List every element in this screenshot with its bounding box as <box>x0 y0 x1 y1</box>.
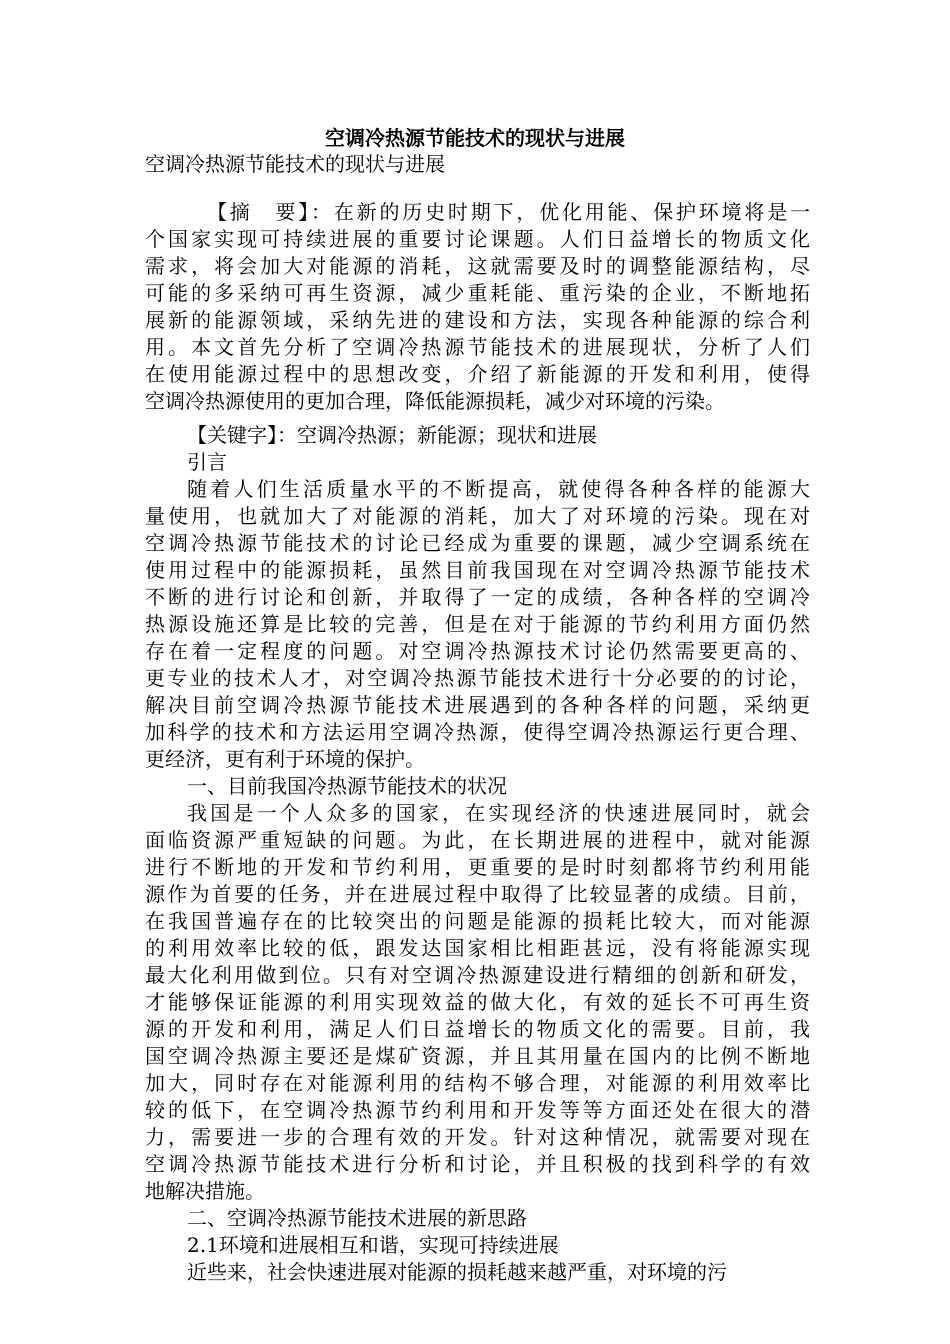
keywords-line: 【关键字】：空调冷热源；新能源；现状和进展 <box>187 423 597 447</box>
intro-line: 更专业的技术人才，对空调冷热源节能技术进行十分必要的的讨论， <box>145 666 810 690</box>
body-text <box>145 422 810 1286</box>
intro-line: 更经济，更有利于环境的保护。 <box>145 747 425 771</box>
abstract-line: 在使用能源过程中的思想改变，介绍了新能源的开发和利用，使得 <box>145 362 810 386</box>
intro-line: 热源设施还算是比较的完善，但是在对于能源的节约利用方面仍然 <box>145 612 810 636</box>
section1-line: 进行不断地的开发和节约利用，更重要的是时时刻都将节约利用能 <box>145 855 810 879</box>
intro-line: 空调冷热源节能技术的讨论已经成为重要的课题，减少空调系统在 <box>145 531 810 555</box>
section1-line: 才能够保证能源的利用实现效益的做大化，有效的延长不可再生资 <box>145 990 810 1014</box>
intro-line: 解决目前空调冷热源节能技术进展遇到的各种各样的问题，采纳更 <box>145 693 810 717</box>
section1-line: 面临资源严重短缺的问题。为此，在长期进展的进程中，就对能源 <box>145 828 810 852</box>
abstract-line: 用。本文首先分析了空调冷热源节能技术的进展现状，分析了人们 <box>145 335 810 359</box>
section1-line: 空调冷热源节能技术进行分析和讨论，并且积极的找到科学的有效 <box>145 1152 810 1176</box>
abstract-line: 可能的多采纳可再生资源，减少重耗能、重污染的企业，不断地拓 <box>145 281 810 305</box>
section1-line: 地解决措施。 <box>145 1179 265 1203</box>
section1-line: 在我国普遍存在的比较突出的问题是能源的损耗比较大，而对能源 <box>145 909 810 933</box>
abstract-line: 个国家实现可持续进展的重要讨论课题。人们日益增长的物质文化 <box>145 227 810 251</box>
intro-line: 加科学的技术和方法运用空调冷热源，使得空调冷热源运行更合理、 <box>145 720 810 744</box>
section1-line: 较的低下，在空调冷热源节约利用和开发等等方面还处在很大的潜 <box>145 1098 810 1122</box>
intro-line: 量使用，也就加大了对能源的消耗，加大了对环境的污染。现在对 <box>145 504 810 528</box>
section1-line: 源的开发和利用，满足人们日益增长的物质文化的需要。目前，我 <box>145 1017 810 1041</box>
section1-line: 加大，同时存在对能源利用的结构不够合理，对能源的利用效率比 <box>145 1071 810 1095</box>
intro-line: 使用过程中的能源损耗，虽然目前我国现在对空调冷热源节能技术 <box>145 558 810 582</box>
abstract-paragraph <box>145 199 810 415</box>
section1-line: 源作为首要的任务，并在进展过程中取得了比较显著的成绩。目前， <box>145 882 810 906</box>
document-subtitle: 空调冷热源节能技术的现状与进展 <box>145 152 445 176</box>
section1-line: 我国是一个人众多的国家，在实现经济的快速进展同时，就会 <box>187 801 810 825</box>
section1-line: 力，需要进一步的合理有效的开发。针对这种情况，就需要对现在 <box>145 1125 810 1149</box>
intro-line: 存在着一定程度的问题。对空调冷热源技术讨论仍然需要更高的、 <box>145 639 810 663</box>
abstract-line: 展新的能源领域，采纳先进的建设和方法，实现各种能源的综合利 <box>145 308 810 332</box>
intro-line: 不断的进行讨论和创新，并取得了一定的成绩，各种各样的空调冷 <box>145 585 810 609</box>
section1-line: 国空调冷热源主要还是煤矿资源，并且其用量在国内的比例不断地 <box>145 1044 810 1068</box>
section1-line: 最大化利用做到位。只有对空调冷热源建设进行精细的创新和研发， <box>145 963 810 987</box>
document-title: 空调冷热源节能技术的现状与进展 <box>325 126 625 150</box>
abstract-line: 空调冷热源使用的更加合理，降低能源损耗，减少对环境的污染。 <box>145 389 725 413</box>
section1-heading: 一、目前我国冷热源节能技术的状况 <box>187 774 507 798</box>
intro-line: 随着人们生活质量水平的不断提高，就使得各种各样的能源大 <box>187 477 810 501</box>
abstract-line: 【摘 要】：在新的历史时期下，优化用能、保护环境将是一 <box>207 200 810 224</box>
abstract-line: 需求，将会加大对能源的消耗，这就需要及时的调整能源结构，尽 <box>145 254 810 278</box>
section1-line: 的利用效率比较的低，跟发达国家相比相距甚远，没有将能源实现 <box>145 936 810 960</box>
subsection-2-1-heading: 2.1环境和进展相互和谐，实现可持续进展 <box>187 1233 559 1257</box>
intro-heading: 引言 <box>187 450 227 474</box>
section21-line: 近些来，社会快速进展对能源的损耗越来越严重，对环境的污 <box>187 1260 727 1284</box>
section2-heading: 二、空调冷热源节能技术进展的新思路 <box>187 1206 527 1230</box>
